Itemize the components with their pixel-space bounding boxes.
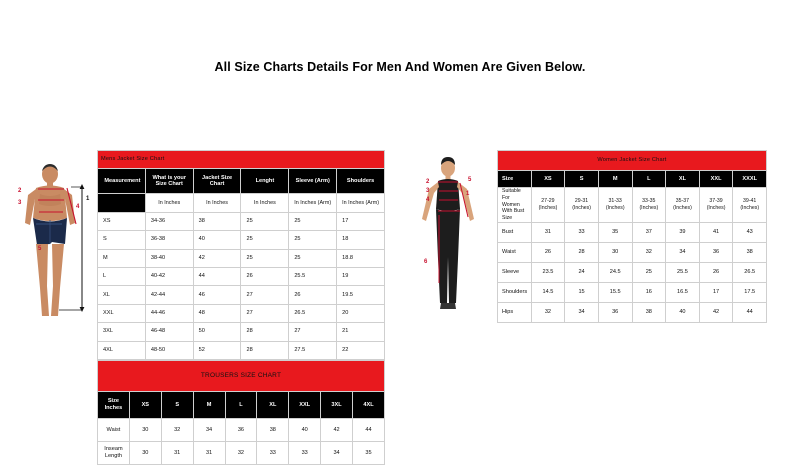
trousers-cell-label: Inseam Length: [98, 442, 130, 465]
mens-cell-lenght: 27: [241, 304, 289, 322]
male-marker-4: 4: [76, 204, 80, 210]
women-chart-title-row: [498, 151, 767, 171]
mens-cell-lenght: 27: [241, 286, 289, 304]
table-row: [498, 242, 767, 262]
women-cell-value: 38: [632, 302, 666, 322]
mens-cell-sleeve: 27: [289, 323, 337, 341]
trousers-header-3xl: 3XL: [321, 392, 353, 419]
mens-cell-sleeve: 25.5: [289, 267, 337, 285]
women-cell-value: 30: [598, 242, 632, 262]
women-cell-value: 34: [666, 242, 700, 262]
female-marker-6: 6: [424, 259, 428, 265]
women-cell-value: 32: [531, 302, 565, 322]
mens-chart-title-row: [98, 151, 385, 169]
women-cell-value: 24: [565, 262, 599, 282]
women-cell-value: 16: [632, 282, 666, 302]
mens-header-lenght: Lenght: [241, 169, 289, 194]
women-cell-value: 15: [565, 282, 599, 302]
mens-subheader-inches-arm-2: In Inches (Arm): [337, 194, 385, 212]
mens-cell-size: 4XL: [98, 341, 146, 359]
women-header-s: S: [565, 171, 599, 188]
table-row: [498, 302, 767, 322]
women-cell-label: Hips: [498, 302, 532, 322]
women-header-xs: XS: [531, 171, 565, 188]
table-row: [498, 282, 767, 302]
women-cell-value: 16.5: [666, 282, 700, 302]
female-figure-illustration: [408, 155, 488, 320]
women-cell-value: 26.5: [733, 262, 767, 282]
mens-cell-your-size: 48-50: [145, 341, 193, 359]
women-chart-title: Women Jacket Size Chart: [498, 151, 767, 171]
women-cell-label: Waist: [498, 242, 532, 262]
women-cell-value: 31-33 (Inches): [598, 188, 632, 223]
women-cell-value: 35-37 (Inches): [666, 188, 700, 223]
women-cell-label: Suitable For Women With Bust Size: [498, 188, 532, 223]
mens-subheader-inches-2: In Inches: [193, 194, 241, 212]
trousers-cell-value: 34: [321, 442, 353, 465]
mens-cell-lenght: 28: [241, 341, 289, 359]
page-title: All Size Charts Details For Men And Women Are Given Below.: [214, 60, 586, 74]
trousers-table: [97, 360, 385, 465]
mens-header-jacket-size: Jacket Size Chart: [193, 169, 241, 194]
women-cell-value: 28: [565, 242, 599, 262]
mens-jacket-size-chart: [97, 150, 385, 378]
table-row: [498, 222, 767, 242]
trousers-cell-value: 31: [193, 442, 225, 465]
women-cell-value: 14.5: [531, 282, 565, 302]
mens-cell-size: S: [98, 231, 146, 249]
mens-jacket-table: [97, 150, 385, 378]
mens-cell-your-size: 44-46: [145, 304, 193, 322]
mens-cell-jacket-size: 40: [193, 231, 241, 249]
trousers-cell-value: 34: [193, 419, 225, 442]
women-cell-value: 43: [733, 222, 767, 242]
trousers-header-xs: XS: [129, 392, 161, 419]
mens-cell-lenght: 25: [241, 212, 289, 230]
women-cell-label: Shoulders: [498, 282, 532, 302]
table-row: [98, 286, 385, 304]
mens-cell-shoulders: 20: [337, 304, 385, 322]
mens-cell-your-size: 42-44: [145, 286, 193, 304]
trousers-cell-label: Waist: [98, 419, 130, 442]
mens-cell-size: L: [98, 267, 146, 285]
mens-cell-your-size: 38-40: [145, 249, 193, 267]
trousers-header-xxl: XXL: [289, 392, 321, 419]
mens-cell-jacket-size: 48: [193, 304, 241, 322]
trousers-header-s: S: [161, 392, 193, 419]
male-figure-illustration: [14, 160, 92, 325]
mens-cell-lenght: 28: [241, 323, 289, 341]
female-marker-2: 2: [426, 179, 430, 185]
women-cell-value: 39-41 (Inches): [733, 188, 767, 223]
women-jacket-table: [497, 150, 767, 323]
mens-subheader-inches-3: In Inches: [241, 194, 289, 212]
trousers-cell-value: 32: [225, 442, 257, 465]
trousers-header-xl: XL: [257, 392, 289, 419]
women-cell-value: 25: [632, 262, 666, 282]
mens-subheader-inches-1: In Inches: [145, 194, 193, 212]
mens-cell-jacket-size: 44: [193, 267, 241, 285]
trousers-header-m: M: [193, 392, 225, 419]
female-marker-3: 3: [426, 188, 430, 194]
women-header-xxl: XXL: [699, 171, 733, 188]
women-cell-value: 32: [632, 242, 666, 262]
women-header-xxxl: XXXL: [733, 171, 767, 188]
women-cell-value: 25.5: [666, 262, 700, 282]
women-cell-value: 33-35 (Inches): [632, 188, 666, 223]
table-row: [98, 442, 385, 465]
table-row: [98, 419, 385, 442]
male-marker-3: 3: [18, 200, 22, 206]
female-marker-1: 1: [466, 191, 470, 197]
women-cell-value: 26: [531, 242, 565, 262]
mens-cell-sleeve: 25: [289, 249, 337, 267]
mens-header-measurement: Measurement: [98, 169, 146, 194]
mens-cell-size: XL: [98, 286, 146, 304]
women-cell-value: 26: [699, 262, 733, 282]
table-row: [498, 262, 767, 282]
mens-cell-your-size: 46-48: [145, 323, 193, 341]
male-marker-2: 2: [18, 188, 22, 194]
table-row: [98, 212, 385, 230]
trousers-cell-value: 33: [257, 442, 289, 465]
women-cell-label: Sleeve: [498, 262, 532, 282]
mens-cell-shoulders: 22: [337, 341, 385, 359]
women-cell-value: 31: [531, 222, 565, 242]
women-header-m: M: [598, 171, 632, 188]
mens-cell-shoulders: 18: [337, 231, 385, 249]
mens-cell-sleeve: 26: [289, 286, 337, 304]
mens-cell-size: M: [98, 249, 146, 267]
trousers-cell-value: 31: [161, 442, 193, 465]
mens-cell-lenght: 26: [241, 267, 289, 285]
women-cell-value: 35: [598, 222, 632, 242]
mens-cell-your-size: 34-36: [145, 212, 193, 230]
table-row: [98, 267, 385, 285]
women-cell-value: 27-29 (Inches): [531, 188, 565, 223]
women-header-l: L: [632, 171, 666, 188]
trousers-cell-value: 33: [289, 442, 321, 465]
trousers-cell-value: 44: [353, 419, 385, 442]
trousers-cell-value: 32: [161, 419, 193, 442]
mens-cell-shoulders: 17: [337, 212, 385, 230]
trousers-cell-value: 30: [129, 419, 161, 442]
trousers-header-4xl: 4XL: [353, 392, 385, 419]
women-header-xl: XL: [666, 171, 700, 188]
male-marker-1: 1: [86, 196, 90, 202]
table-row: [98, 304, 385, 322]
women-header-size: Size: [498, 171, 532, 188]
mens-header-row: [98, 169, 385, 194]
women-cell-value: 38: [733, 242, 767, 262]
women-jacket-size-chart: [497, 150, 767, 323]
mens-chart-title: Mens Jacket Size Chart: [98, 151, 385, 169]
women-cell-value: 42: [699, 302, 733, 322]
women-cell-value: 23.5: [531, 262, 565, 282]
mens-cell-size: 3XL: [98, 323, 146, 341]
mens-cell-your-size: 40-42: [145, 267, 193, 285]
women-cell-value: 33: [565, 222, 599, 242]
female-marker-4: 4: [426, 197, 430, 203]
mens-subheader-row: [98, 194, 385, 212]
mens-header-shoulders: Shoulders: [337, 169, 385, 194]
women-header-row: [498, 171, 767, 188]
trousers-chart-title: TROUSERS SIZE CHART: [98, 361, 385, 392]
mens-cell-size: XXL: [98, 304, 146, 322]
male-marker-5: 5: [38, 246, 42, 252]
mens-cell-jacket-size: 52: [193, 341, 241, 359]
women-cell-value: 17.5: [733, 282, 767, 302]
trousers-header-size-inches: Size Inches: [98, 392, 130, 419]
mens-cell-lenght: 25: [241, 231, 289, 249]
table-row: [98, 341, 385, 359]
trousers-cell-value: 30: [129, 442, 161, 465]
women-cell-value: 36: [598, 302, 632, 322]
women-cell-value: 40: [666, 302, 700, 322]
mens-cell-size: XS: [98, 212, 146, 230]
table-row: [98, 323, 385, 341]
women-cell-value: 15.5: [598, 282, 632, 302]
mens-header-sleeve: Sleeve (Arm): [289, 169, 337, 194]
trousers-cell-value: 38: [257, 419, 289, 442]
trousers-header-row: [98, 392, 385, 419]
women-cell-value: 37: [632, 222, 666, 242]
women-cell-value: 39: [666, 222, 700, 242]
women-cell-value: 17: [699, 282, 733, 302]
mens-cell-jacket-size: 38: [193, 212, 241, 230]
trousers-cell-value: 36: [225, 419, 257, 442]
trousers-cell-value: 42: [321, 419, 353, 442]
trousers-size-chart: [97, 360, 385, 465]
mens-cell-sleeve: 27.5: [289, 341, 337, 359]
table-row: [98, 231, 385, 249]
women-cell-value: 34: [565, 302, 599, 322]
mens-cell-shoulders: 19: [337, 267, 385, 285]
mens-cell-sleeve: 25: [289, 231, 337, 249]
mens-cell-jacket-size: 46: [193, 286, 241, 304]
mens-cell-shoulders: 19.5: [337, 286, 385, 304]
table-row: [98, 249, 385, 267]
mens-subheader-blank: [98, 194, 146, 212]
female-body-svg: [408, 155, 488, 320]
table-row: [498, 188, 767, 223]
women-cell-value: 41: [699, 222, 733, 242]
women-cell-label: Bust: [498, 222, 532, 242]
mens-header-your-size: What is your Size Chart: [145, 169, 193, 194]
trousers-cell-value: 35: [353, 442, 385, 465]
women-cell-value: 24.5: [598, 262, 632, 282]
male-body-svg: [14, 160, 92, 325]
female-marker-5: 5: [468, 177, 472, 183]
women-cell-value: 29-31 (Inches): [565, 188, 599, 223]
mens-cell-sleeve: 25: [289, 212, 337, 230]
mens-cell-lenght: 25: [241, 249, 289, 267]
trousers-header-l: L: [225, 392, 257, 419]
trousers-cell-value: 40: [289, 419, 321, 442]
mens-cell-shoulders: 21: [337, 323, 385, 341]
mens-cell-your-size: 36-38: [145, 231, 193, 249]
women-cell-value: 44: [733, 302, 767, 322]
mens-cell-jacket-size: 50: [193, 323, 241, 341]
mens-cell-sleeve: 26.5: [289, 304, 337, 322]
mens-cell-shoulders: 18.8: [337, 249, 385, 267]
women-cell-value: 36: [699, 242, 733, 262]
mens-cell-jacket-size: 42: [193, 249, 241, 267]
trousers-chart-title-row: [98, 361, 385, 392]
women-cell-value: 37-39 (Inches): [699, 188, 733, 223]
mens-subheader-inches-arm-1: In Inches (Arm): [289, 194, 337, 212]
